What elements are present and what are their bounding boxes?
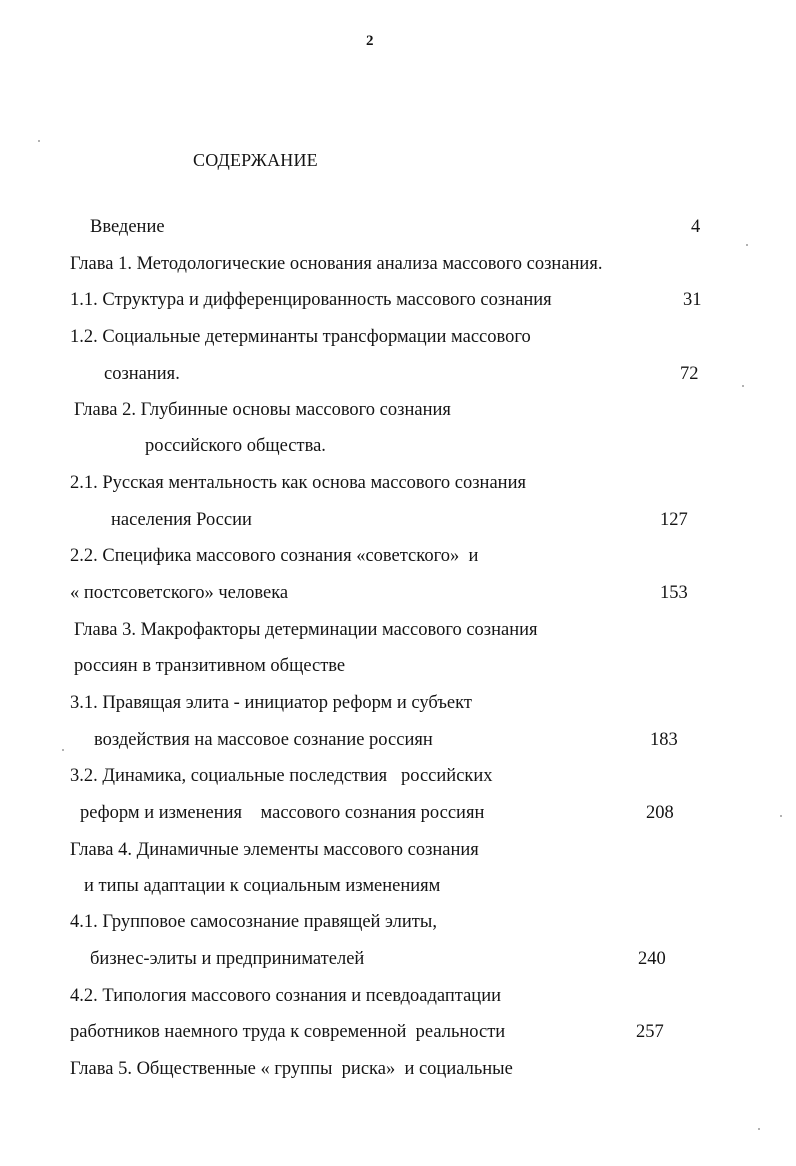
page-title: СОДЕРЖАНИЕ [193,150,318,170]
toc-entry-chapter-3: Глава 3. Макрофакторы детерминации массового сознания [74,620,538,640]
toc-entry-2-1: 2.1. Русская ментальность как основа массового сознания [70,473,526,493]
page-number: 2 [366,33,374,49]
scan-speck [62,749,64,751]
toc-page-3-2: 208 [646,803,674,823]
toc-entry-chapter-3-cont: россиян в транзитивном обществе [74,656,346,676]
toc-entry-chapter-1: Глава 1. Методологические основания анализа массового сознания. [70,254,603,274]
toc-page-introduction: 4 [691,217,701,237]
toc-entry-chapter-2: Глава 2. Глубинные основы массового сознания [74,400,451,420]
toc-entry-3-1: 3.1. Правящая элита - инициатор реформ и субъект [70,693,472,713]
toc-entry-2-2-cont: « постсоветского» человека [70,583,289,603]
toc-entry-1-1: 1.1. Структура и дифференцированность массового сознания [70,290,552,310]
toc-page-4-1: 240 [638,949,666,969]
toc-page-3-1: 183 [650,730,678,750]
scan-speck [746,244,748,246]
toc-entry-2-1-cont: населения России [111,510,252,530]
toc-page-1-1: 31 [683,290,702,310]
toc-page-2-1: 127 [660,510,688,530]
toc-entry-chapter-5: Глава 5. Общественные « группы риска» и социальные [70,1059,513,1079]
toc-entry-3-2: 3.2. Динамика, социальные последствия российских [70,766,493,786]
toc-entry-chapter-2-cont: российского общества. [145,436,326,456]
toc-page-4-2: 257 [636,1022,664,1042]
toc-entry-chapter-4-cont: и типы адаптации к социальным изменениям [84,876,441,896]
scan-speck [742,385,744,387]
toc-entry-3-1-cont: воздействия на массовое сознание россиян [94,730,433,750]
toc-entry-3-2-cont: реформ и изменения массового сознания россиян [80,803,485,823]
toc-entry-2-2: 2.2. Специфика массового сознания «советского» и [70,546,479,566]
toc-entry-1-2-cont: сознания. [104,364,180,384]
toc-page-2-2: 153 [660,583,688,603]
toc-entry-4-2: 4.2. Типология массового сознания и псевдоадаптации [70,986,501,1006]
toc-entry-introduction: Введение [90,217,165,237]
scan-speck [780,815,782,817]
toc-page-1-2: 72 [680,364,699,384]
toc-entry-4-1: 4.1. Групповое самосознание правящей элиты, [70,912,437,932]
toc-entry-4-1-cont: бизнес-элиты и предпринимателей [90,949,365,969]
toc-entry-1-2: 1.2. Социальные детерминанты трансформации массового [70,327,531,347]
scan-speck [38,140,40,142]
toc-entry-chapter-4: Глава 4. Динамичные элементы массового сознания [70,840,479,860]
scan-speck [758,1128,760,1130]
toc-entry-4-2-cont: работников наемного труда к современной реальности [70,1022,506,1042]
